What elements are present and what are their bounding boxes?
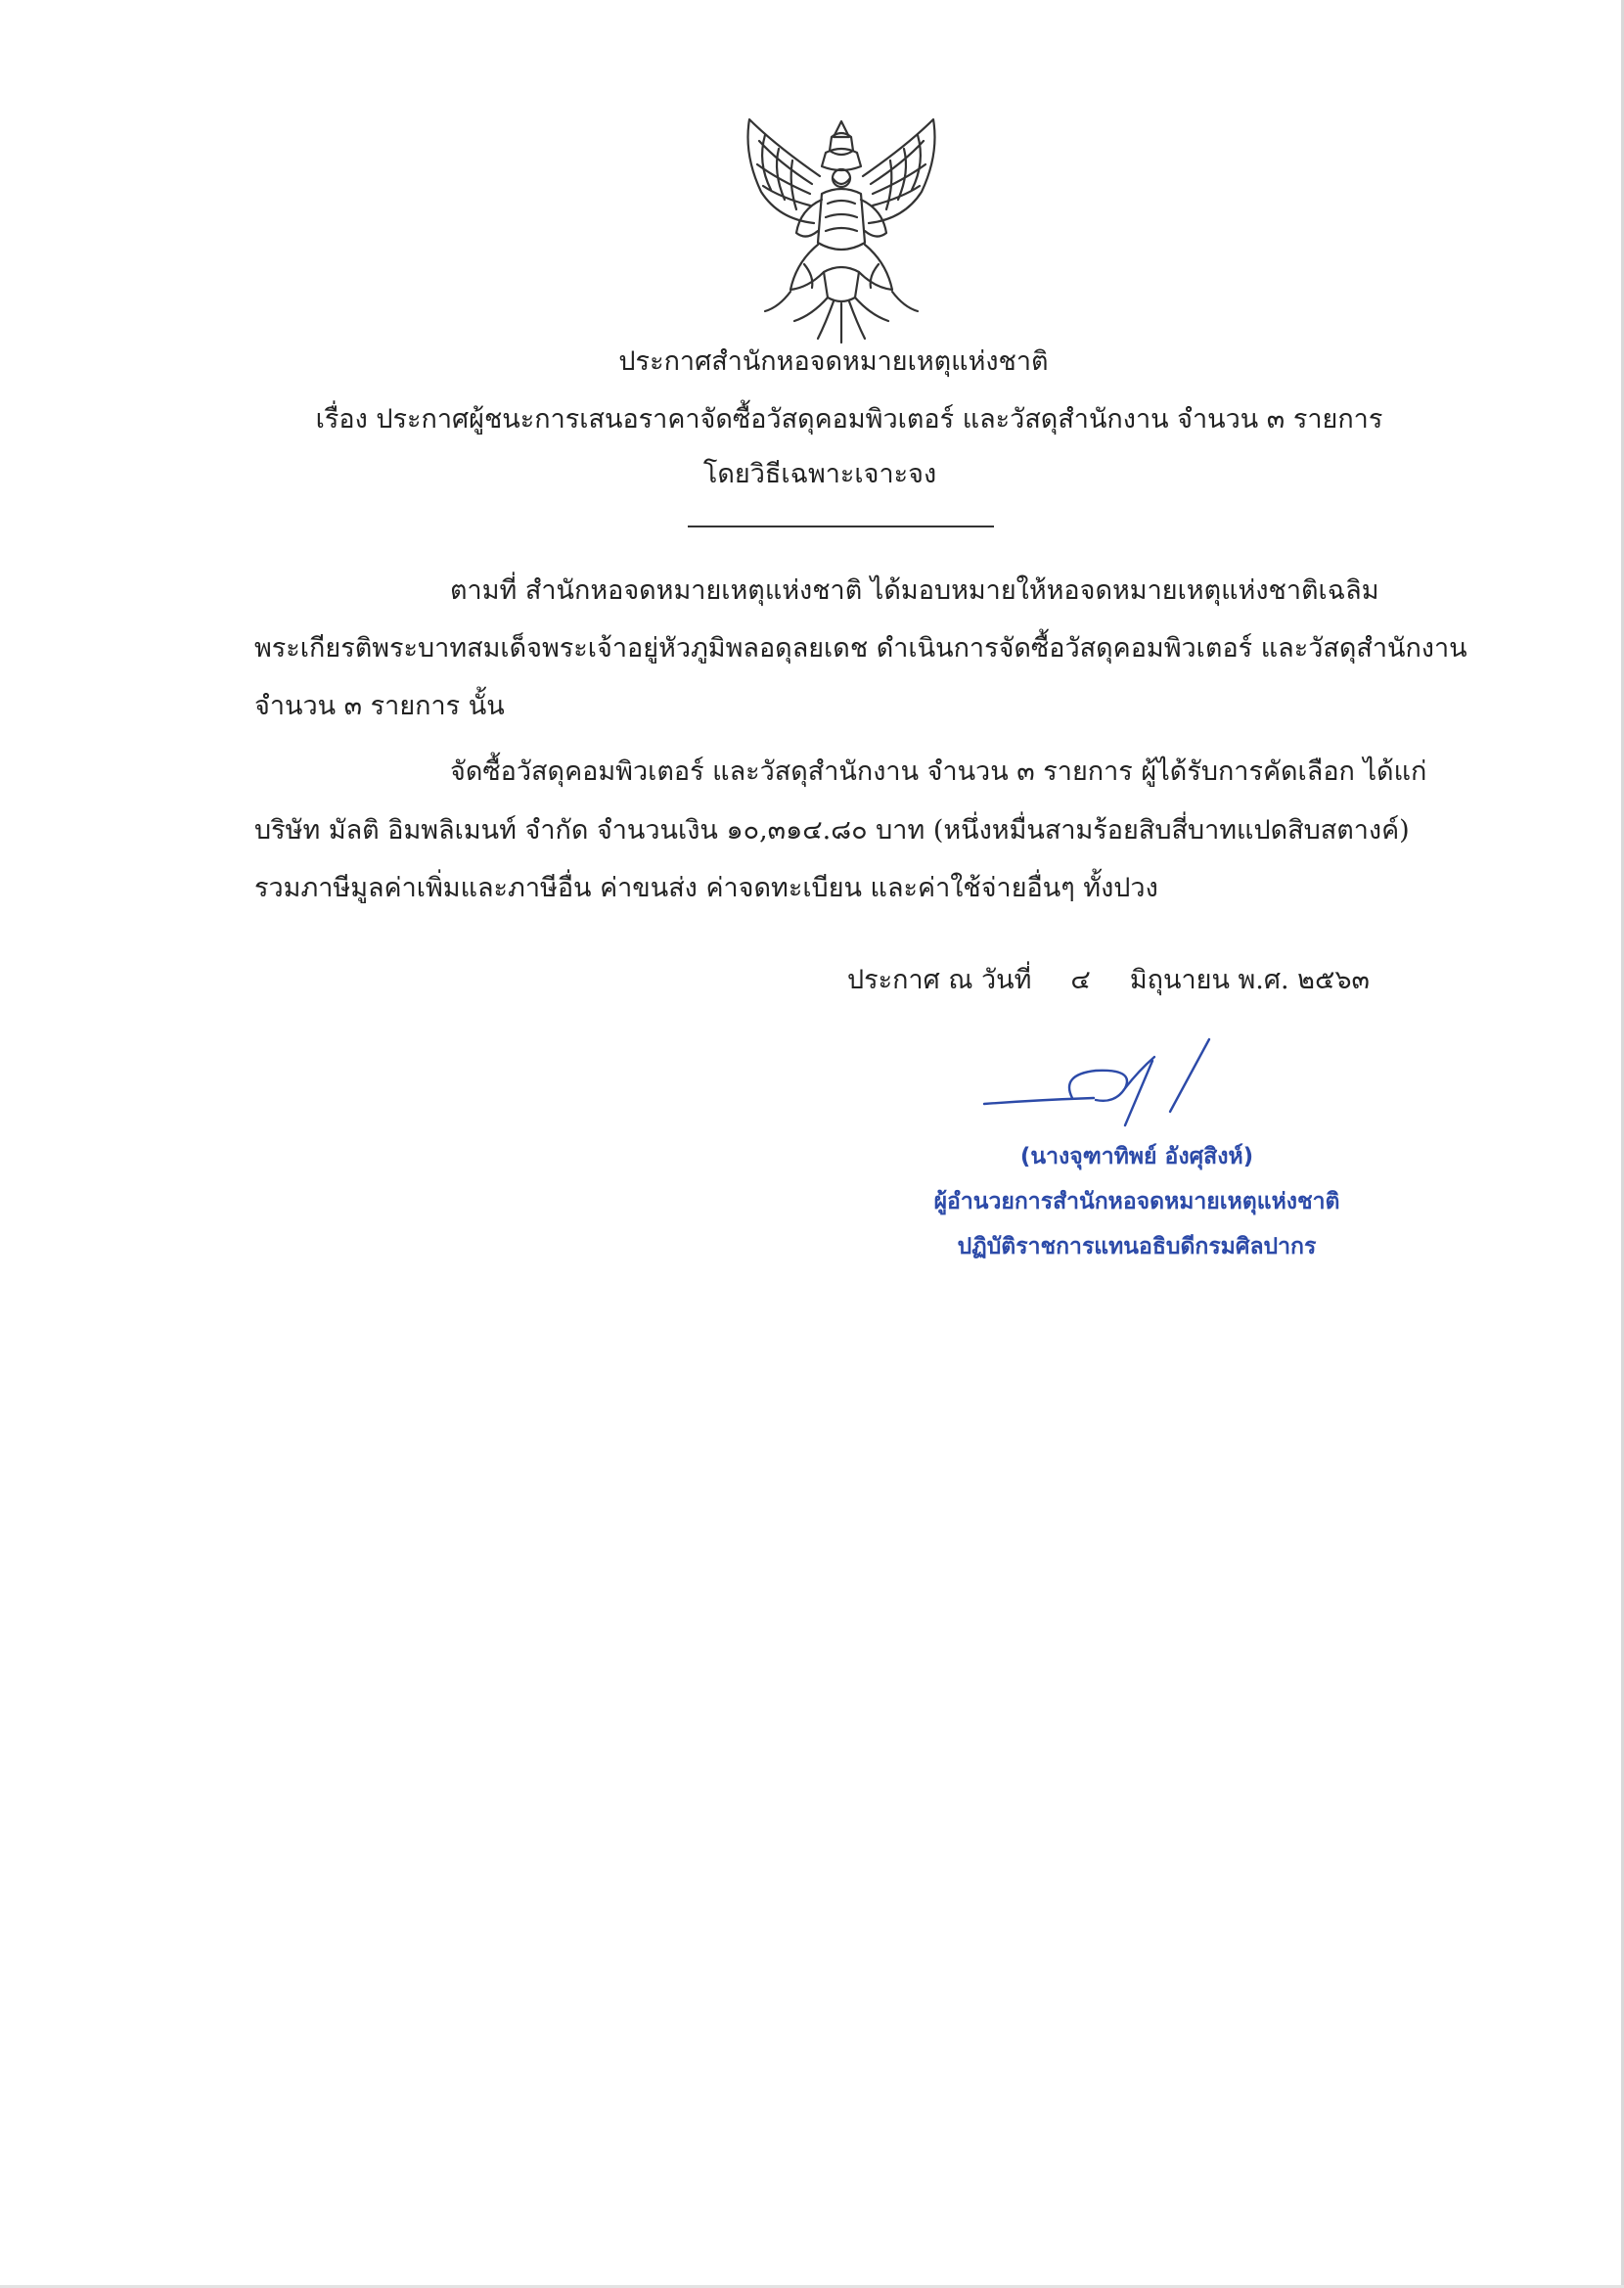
paragraph-1-line: พระเกียรติพระบาทสมเด็จพระเจ้าอยู่หัวภูมิพลอดุลยเดช ดำเนินการจัดซื้อวัสดุคอมพิวเตอร์ และวัสดุสำนักงาน xyxy=(254,633,1467,664)
announcement-subject: เรื่อง ประกาศผู้ชนะการเสนอราคาจัดซื้อวัสดุคอมพิวเตอร์ และวัสดุสำนักงาน จำนวน ๓ รายการ xyxy=(315,404,1383,435)
paragraph-1-line: จำนวน ๓ รายการ นั้น xyxy=(254,691,505,721)
signatory-name: (นางจุฑาทิพย์ อังศุสิงห์) xyxy=(1019,1144,1254,1169)
paragraph-2-line: บริษัท มัลติ อิมพลิเมนท์ จำกัด จำนวนเงิน ๑๐,๓๑๔.๘๐ บาท (หนึ่งหมื่นสามร้อยสิบสี่บาทแปดสิบสตางค์) xyxy=(254,815,1410,846)
date-prefix: ประกาศ ณ วันที่ xyxy=(847,965,1032,995)
date-day: ๔ xyxy=(1070,965,1091,995)
garuda-emblem-icon xyxy=(736,115,947,346)
date-month-year: มิถุนายน พ.ศ. ๒๕๖๓ xyxy=(1129,965,1370,995)
title-divider xyxy=(688,526,994,527)
signatory-acting-position: ปฏิบัติราชการแทนอธิบดีกรมศิลปากร xyxy=(957,1234,1317,1259)
announcement-method: โดยวิธีเฉพาะเจาะจง xyxy=(702,459,937,489)
handwritten-signature xyxy=(978,1035,1262,1133)
announcement-title: ประกาศสำนักหอจดหมายเหตุแห่งชาติ xyxy=(618,346,1049,377)
paragraph-2-line: รวมภาษีมูลค่าเพิ่มและภาษีอื่น ค่าขนส่ง ค่าจดทะเบียน และค่าใช้จ่ายอื่นๆ ทั้งปวง xyxy=(254,873,1158,903)
announcement-date xyxy=(847,961,1370,1000)
signatory-position: ผู้อำนวยการสำนักหอจดหมายเหตุแห่งชาติ xyxy=(933,1189,1340,1214)
paragraph-2-line: จัดซื้อวัสดุคอมพิวเตอร์ และวัสดุสำนักงาน จำนวน ๓ รายการ ผู้ได้รับการคัดเลือก ได้แก่ xyxy=(450,756,1427,787)
paragraph-1-line: ตามที่ สำนักหอจดหมายเหตุแห่งชาติ ได้มอบหมายให้หอจดหมายเหตุแห่งชาติเฉลิม xyxy=(450,575,1379,606)
